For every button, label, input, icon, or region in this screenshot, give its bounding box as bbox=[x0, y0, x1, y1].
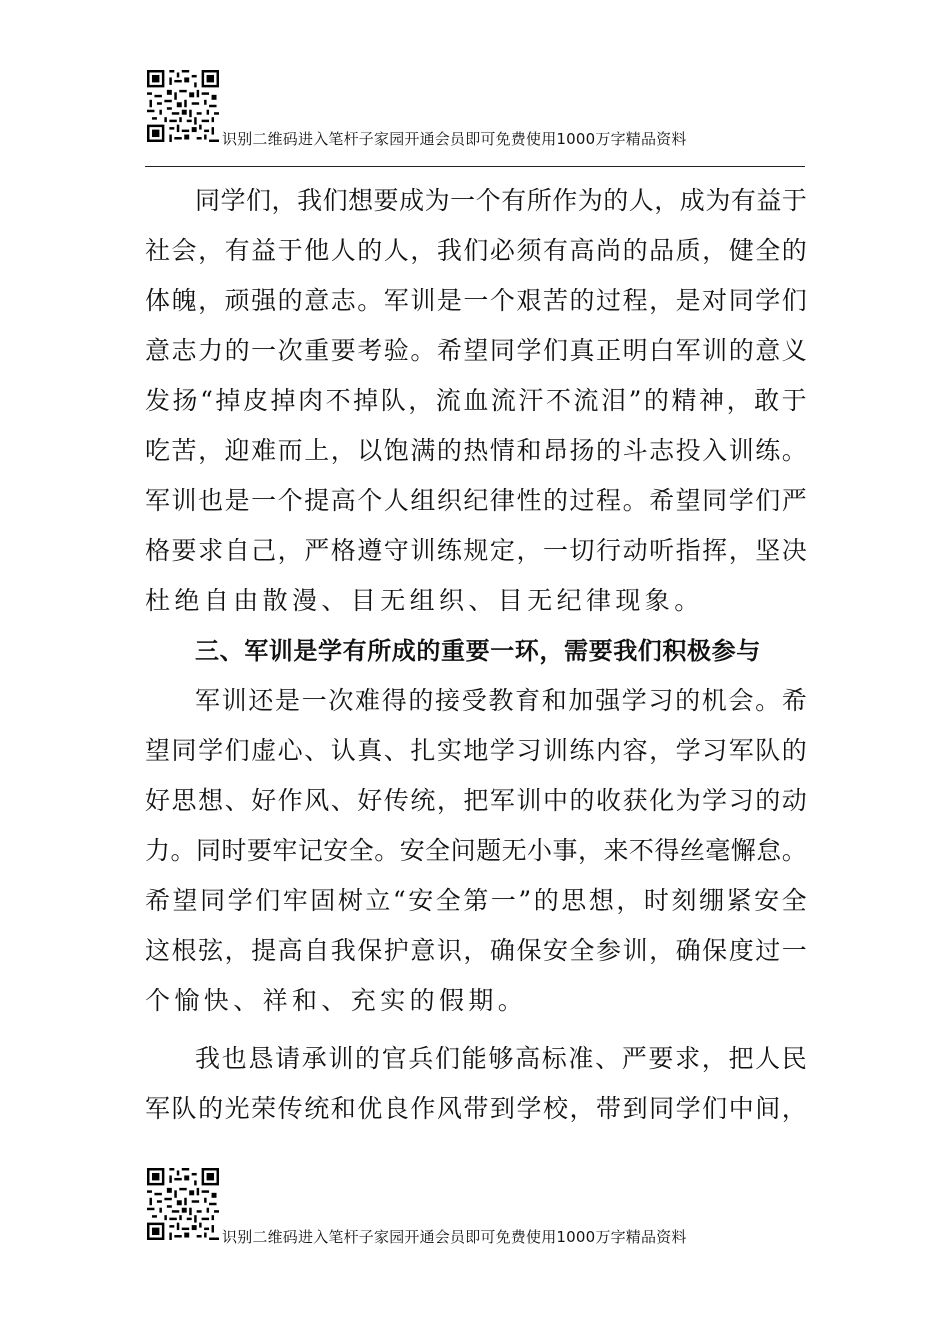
text-line: 体 魄 ， 顽 强 的 意 志 。 军 训 是 一 个 艰 苦 的 过 程 ， 是 对 同 学 们 bbox=[145, 286, 807, 315]
footer-notice: 识别二维码进入笔杆子家园开通会员即可免费使用1000万字精品资料 bbox=[222, 1228, 687, 1246]
text-line: 军 训 还 是 一 次 难 得 的 接 受 教 育 和 加 强 学 习 的 机 会 。 希 bbox=[195, 686, 807, 715]
text-line: 吃 苦 ， 迎 难 而 上 ， 以 饱 满 的 热 情 和 昂 扬 的 斗 志 投 入 训 练 。 bbox=[145, 436, 807, 465]
text-line: 杜绝自由散漫、目无组织、目无纪律现象。 bbox=[145, 586, 704, 615]
paragraph-gap bbox=[145, 1026, 807, 1034]
text-line: 同 学 们 ， 我 们 想 要 成 为 一 个 有 所 作 为 的 人 ， 成 为 有 益 于 bbox=[195, 186, 807, 215]
text-line: 力 。 同 时 要 牢 记 安 全 。 安 全 问 题 无 小 事 ， 来 不 得 丝 毫 懈 怠 。 bbox=[145, 836, 807, 865]
text-line: 个愉快、祥和、充实的假期。 bbox=[145, 986, 528, 1015]
paragraph-1 bbox=[145, 176, 807, 626]
text-line: 格 要 求 自 己 ， 严 格 遵 守 训 练 规 定 ， 一 切 行 动 听 指 挥 ， 坚 决 bbox=[145, 536, 807, 565]
text-line: 望 同 学 们 虚 心 、 认 真 、 扎 实 地 学 习 训 练 内 容 ， 学 习 军 队 的 bbox=[145, 736, 807, 765]
text-line: 这 根 弦 ， 提 高 自 我 保 护 意 识 ， 确 保 安 全 参 训 ， 确 保 度 过 一 bbox=[145, 936, 807, 965]
section-heading: 三、军训是学有所成的重要一环，需要我们积极参与 bbox=[195, 637, 761, 665]
header-notice: 识别二维码进入笔杆子家园开通会员即可免费使用1000万字精品资料 bbox=[222, 130, 687, 148]
paragraph-3 bbox=[145, 1034, 807, 1134]
text-line: 军 队 的 光 荣 传 统 和 优 良 作 风 带 到 学 校 ， 带 到 同 学 们 中 间 ， bbox=[145, 1094, 807, 1123]
text-line: 军 训 也 是 一 个 提 高 个 人 组 织 纪 律 性 的 过 程 。 希 望 同 学 们 严 bbox=[145, 486, 807, 515]
text-line: 我 也 恳 请 承 训 的 官 兵 们 能 够 高 标 准 、 严 要 求 ， 把 人 民 bbox=[195, 1044, 807, 1073]
text-line: 好 思 想 、 好 作 风 、 好 传 统 ， 把 军 训 中 的 收 获 化 为 学 习 的 动 bbox=[145, 786, 807, 815]
paragraph-2 bbox=[145, 676, 807, 1026]
text-line: 社 会 ， 有 益 于 他 人 的 人 ， 我 们 必 须 有 高 尚 的 品 质 ， 健 全 的 bbox=[145, 236, 807, 265]
text-line: 意 志 力 的 一 次 重 要 考 验 。 希 望 同 学 们 真 正 明 白 军 训 的 意 义 bbox=[145, 336, 807, 365]
text-line: 发 扬 “ 掉 皮 掉 肉 不 掉 队 ， 流 血 流 汗 不 流 泪 ” 的 精 神 ， 敢 于 bbox=[145, 386, 807, 415]
text-line: 希 望 同 学 们 牢 固 树 立 “ 安 全 第 一 ” 的 思 想 ， 时 刻 绷 紧 安 全 bbox=[145, 886, 807, 915]
qr-code-icon[interactable] bbox=[147, 1168, 219, 1240]
qr-code-icon[interactable] bbox=[147, 70, 219, 142]
header-divider bbox=[145, 166, 805, 167]
document-body bbox=[145, 176, 807, 1134]
